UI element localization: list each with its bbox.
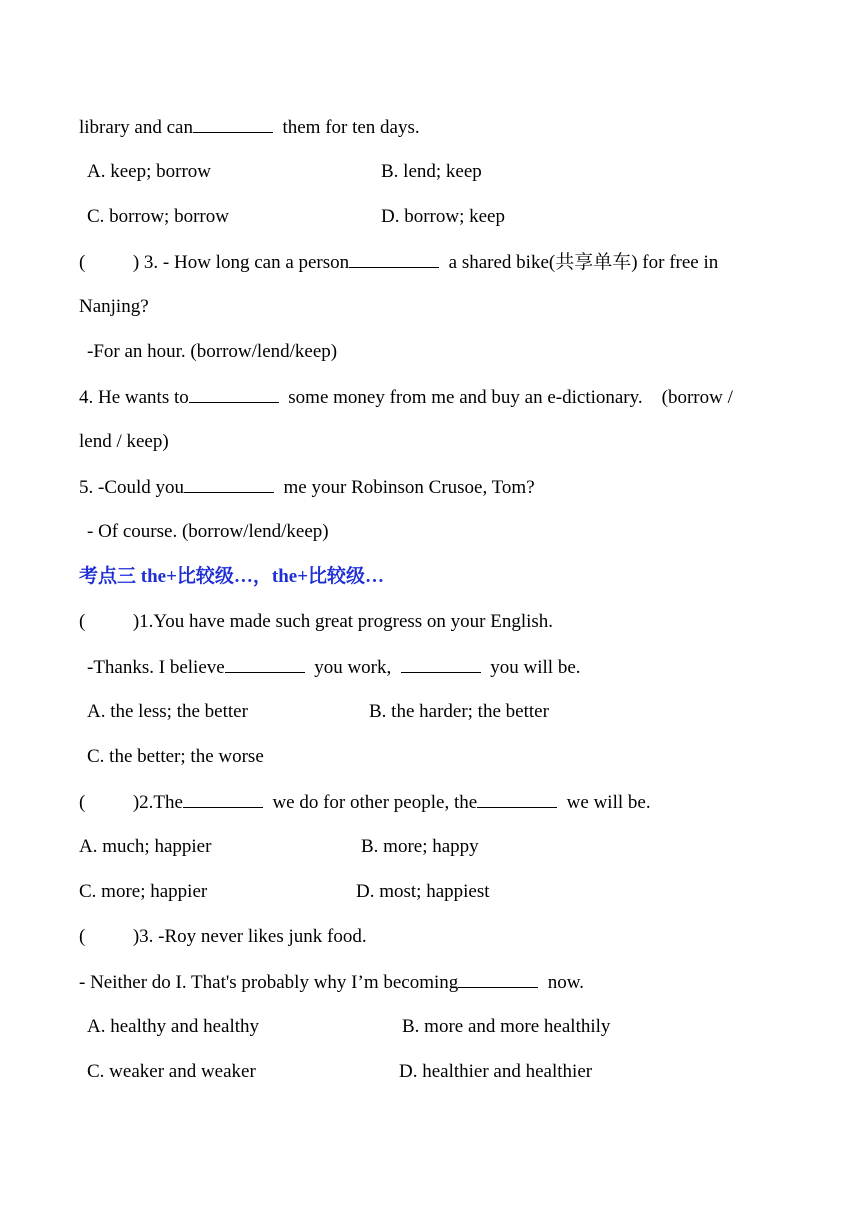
s3q1-reply <box>87 655 581 680</box>
q4-continuation: lend / keep) <box>79 431 169 452</box>
s3q1-option-b[interactable]: B. the harder; the better <box>369 701 549 722</box>
s3q3-reply <box>79 970 584 995</box>
q3-answer: -For an hour. (borrow/lend/keep) <box>87 341 338 362</box>
s3q2-after: we will be. <box>557 792 651 813</box>
q5-before: 5. -Could you <box>79 477 185 498</box>
section3-heading: 考点三 the+比较级…，the+比较级… <box>79 566 385 587</box>
s3q2-blank-2[interactable] <box>477 790 557 808</box>
s3q3-option-c[interactable]: C. weaker and weaker <box>87 1061 256 1082</box>
q2-option-b[interactable]: B. lend; keep <box>381 161 482 182</box>
s3q1-option-c[interactable]: C. the better; the worse <box>87 746 264 767</box>
q2-tail-before: library and can <box>79 117 193 138</box>
q2-tail-after: them for ten days. <box>272 117 420 138</box>
s3q1-stem: ( )1.You have made such great progress on your English. <box>79 611 554 632</box>
q5-after: me your Robinson Crusoe, Tom? <box>274 477 535 498</box>
q2-blank[interactable] <box>193 115 273 133</box>
s3q2-mid: we do for other people, the <box>262 792 478 813</box>
s3q1-option-a[interactable]: A. the less; the better <box>87 701 248 722</box>
q5-answer: - Of course. (borrow/lend/keep) <box>87 521 329 542</box>
q2-tail-line <box>79 115 420 140</box>
q2-option-a[interactable]: A. keep; borrow <box>87 161 211 182</box>
s3q1-reply-before: -Thanks. I believe <box>87 657 225 678</box>
s3q2-prefix: ( )2.The <box>79 792 183 813</box>
q4-blank[interactable] <box>189 385 279 403</box>
q3-continuation: Nanjing? <box>79 296 149 317</box>
q3-blank[interactable] <box>349 250 439 268</box>
s3q2-blank-1[interactable] <box>183 790 263 808</box>
s3q1-reply-after: you will be. <box>480 657 581 678</box>
s3q3-reply-before: - Neither do I. That's probably why I’m becoming <box>79 972 459 993</box>
s3q1-blank-1[interactable] <box>225 655 305 673</box>
q4-line <box>79 385 733 410</box>
q4-after: some money from me and buy an e-dictionary. (borrow / <box>278 387 733 408</box>
q3-mid: a shared bike(共享单车) for free in <box>439 252 719 273</box>
s3q2-option-d[interactable]: D. most; happiest <box>356 881 490 902</box>
s3q3-option-b[interactable]: B. more and more healthily <box>402 1016 611 1037</box>
s3q3-option-a[interactable]: A. healthy and healthy <box>87 1016 260 1037</box>
q2-option-d[interactable]: D. borrow; keep <box>381 206 505 227</box>
s3q3-stem: ( )3. -Roy never likes junk food. <box>79 926 367 947</box>
s3q1-blank-2[interactable] <box>401 655 481 673</box>
s3q2-stem <box>79 790 651 815</box>
q5-line <box>79 475 535 500</box>
s3q3-option-d[interactable]: D. healthier and healthier <box>399 1061 593 1082</box>
s3q2-option-a[interactable]: A. much; happier <box>79 836 212 857</box>
s3q3-blank[interactable] <box>458 970 538 988</box>
q2-option-c[interactable]: C. borrow; borrow <box>87 206 229 227</box>
s3q3-reply-after: now. <box>538 972 585 993</box>
q4-before: 4. He wants to <box>79 387 189 408</box>
s3q2-option-c[interactable]: C. more; happier <box>79 881 208 902</box>
q3-stem-line <box>79 250 782 275</box>
q3-prefix: ( ) 3. - How long can a person <box>79 252 350 273</box>
q5-blank[interactable] <box>184 475 274 493</box>
s3q2-option-b[interactable]: B. more; happy <box>361 836 479 857</box>
s3q1-reply-mid: you work, <box>304 657 401 678</box>
